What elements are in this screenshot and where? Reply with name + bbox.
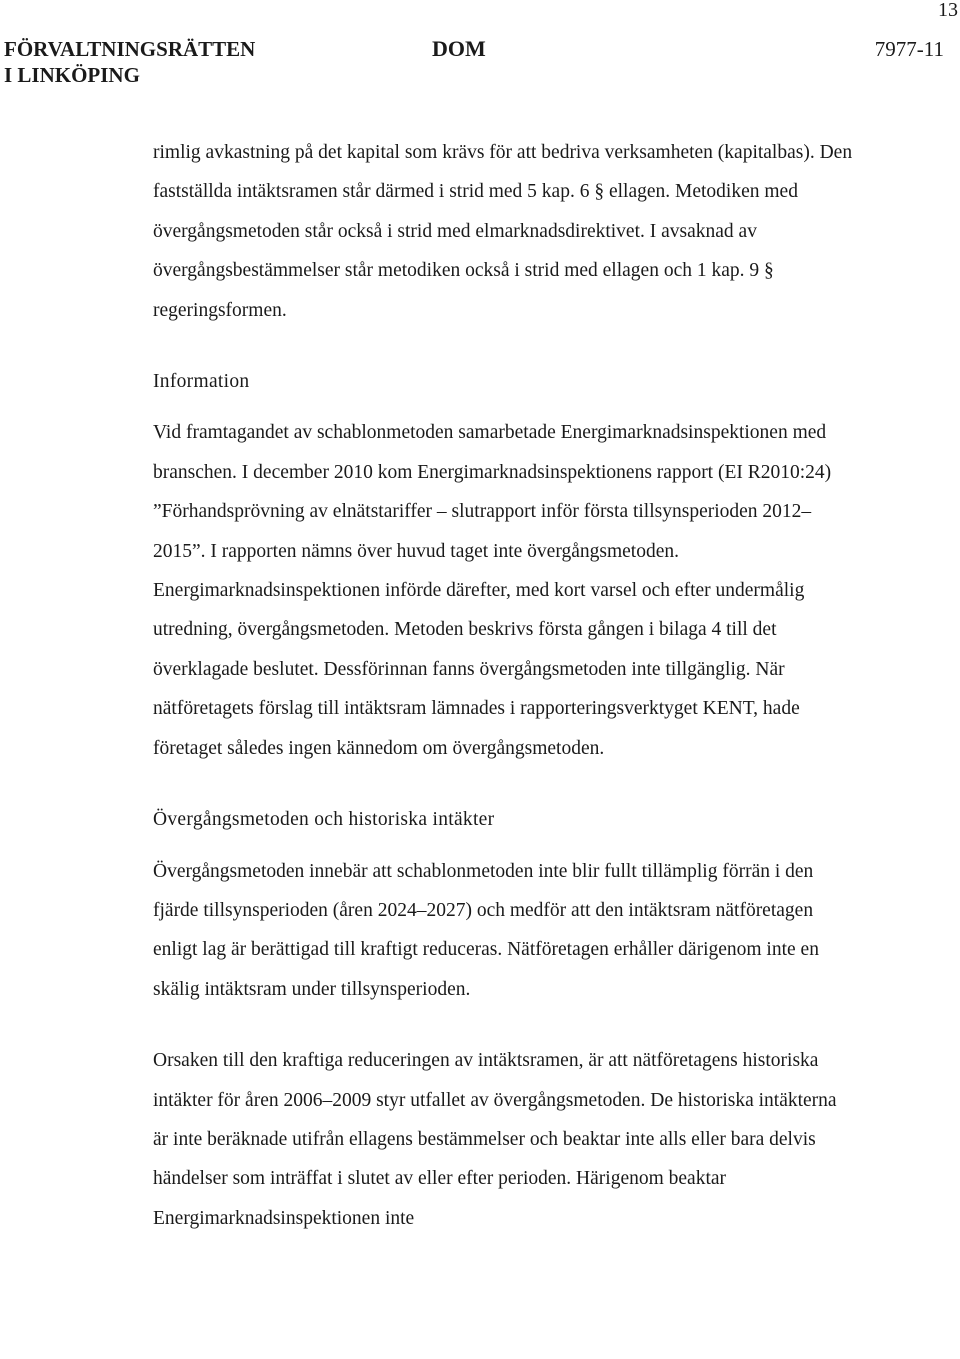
case-number: 7977-11	[874, 37, 944, 61]
paragraph-1: rimlig avkastning på det kapital som krävs för att bedriva verksamheten (kapitalbas). Den fastställda intäktsramen står därmed i strid med 5 kap. 6 § ellagen. Metodiken med övergångsmetoden står också i strid med elmarknadsdirektivet. I avsaknad av övergångsbestämmelser står metodiken också i strid med ellagen och 1 kap. 9 § regeringsformen.	[153, 142, 853, 321]
paragraph-4: Orsaken till den kraftiga reduceringen av intäktsramen, är att nätföretagens historiska intäkter för åren 2006–2009 styr utfallet av övergångsmetoden. De historiska intäkterna är inte beräknade utifrån ellagens bestämmelser och beaktar inte alls eller bara delvis händelser som inträffat i slutet av eller efter perioden. Härigenom beaktar Energimarknadsinspektionen inte	[153, 1050, 837, 1229]
court-name-line-1: FÖRVALTNINGSRÄTTEN	[4, 37, 256, 61]
document-header	[4, 36, 944, 92]
section-heading-transition-method: Övergångsmetoden och historiska intäkter	[153, 809, 495, 831]
document-type: DOM	[432, 36, 486, 61]
paragraph-3: Övergångsmetoden innebär att schablonmetoden inte blir fullt tillämplig förrän i den fjärde tillsynsperioden (åren 2024–2027) och medför att den intäktsram nätföretagen enligt lag är berättigad till kraftigt reduceras. Nätföretagen erhåller därigenom inte en skälig intäktsram under tillsynsperioden.	[153, 860, 819, 1000]
document-body	[153, 133, 853, 1238]
court-name	[4, 36, 255, 88]
paragraph-2: Vid framtagandet av schablonmetoden samarbetade Energimarknadsinspektionen med branschen. I december 2010 kom Energimarknadsinspektionens rapport (EI R2010:24) ”Förhandsprövning av elnätstariffer – slutrapport inför första tillsynsperioden 2012–2015”. I rapporten nämns över huvud taget inte övergångsmetoden. Energimarknadsinspektionen införde därefter, med kort varsel och efter undermålig utredning, övergångsmetoden. Metoden beskrivs första gången i bilaga 4 till det överklagade beslutet. Dessförinnan fanns övergångsmetoden inte tillgänglig. När nätföretagets förslag till intäktsram lämnades i rapporteringsverktyget KENT, hade företaget således ingen kännedom om övergångsmetoden.	[153, 422, 832, 759]
page-number: 13	[938, 0, 958, 21]
court-name-line-2: I LINKÖPING	[4, 63, 140, 87]
section-heading-information: Information	[153, 371, 250, 393]
